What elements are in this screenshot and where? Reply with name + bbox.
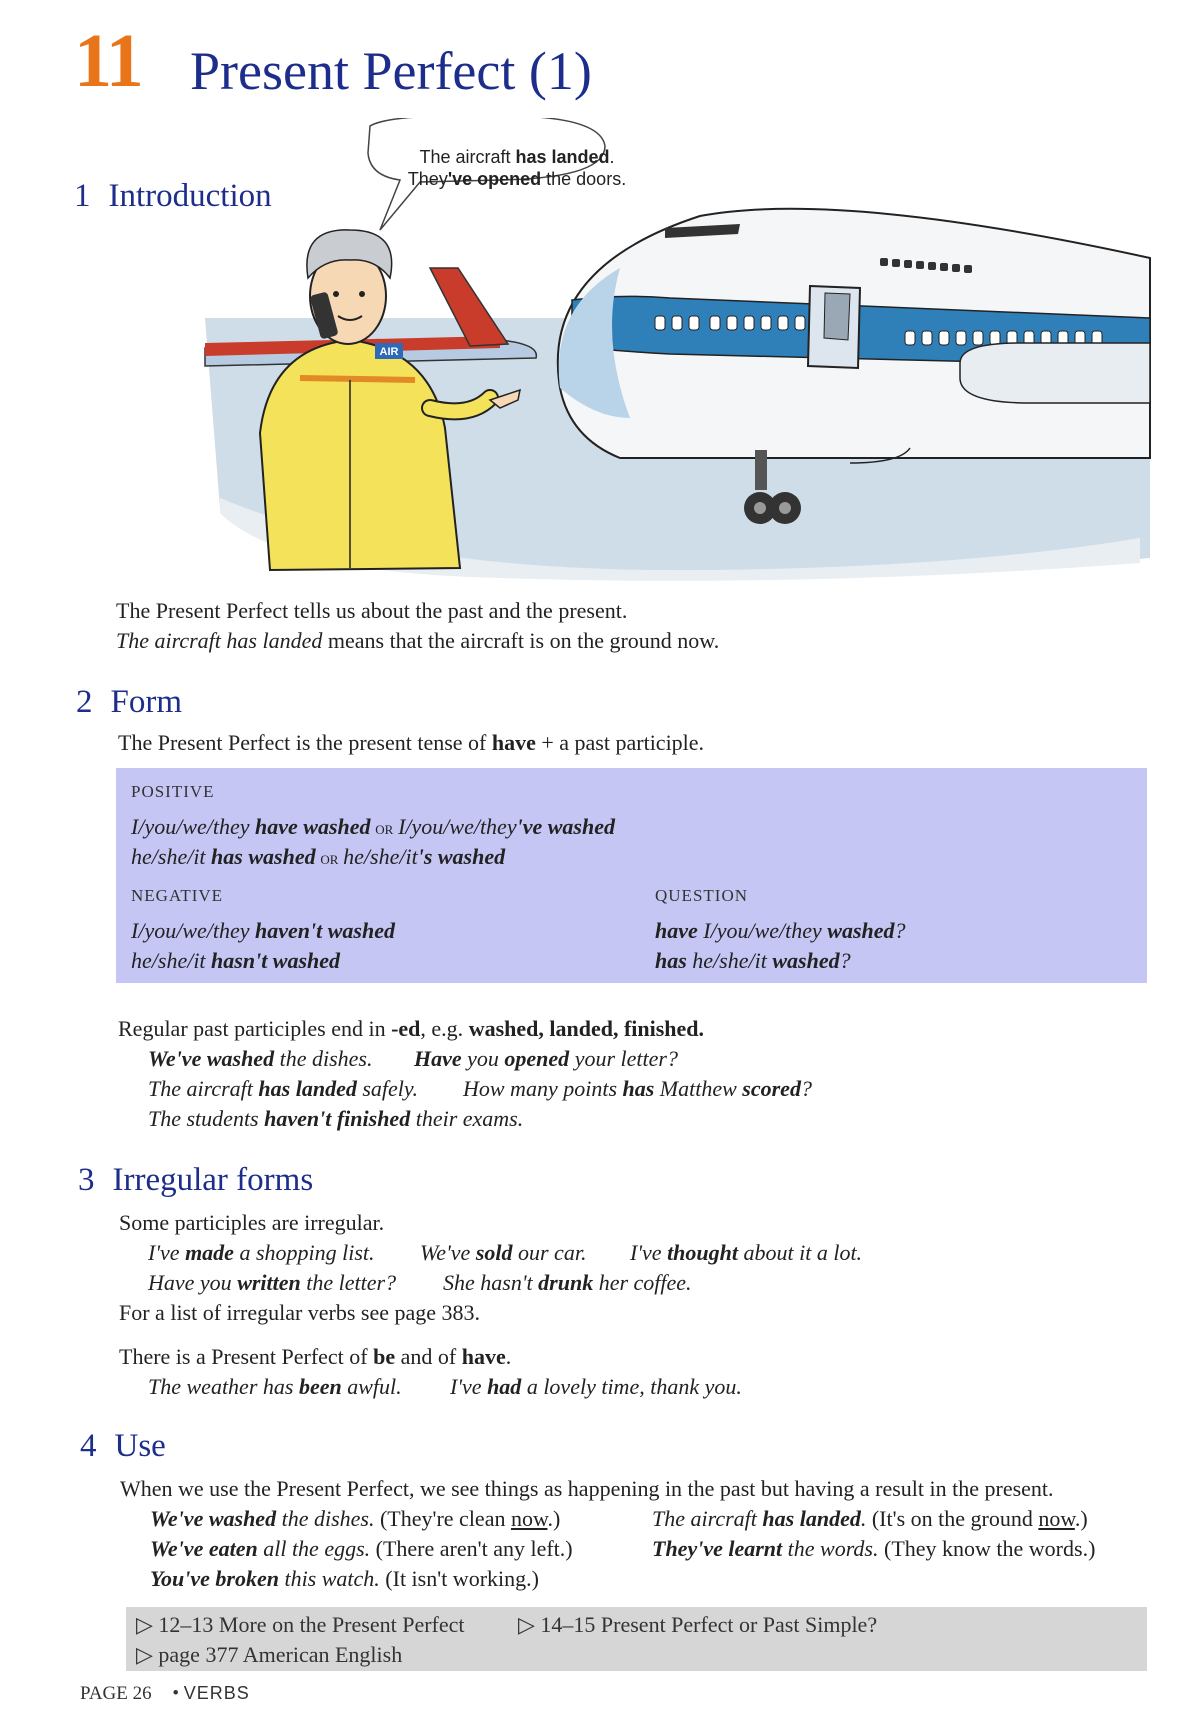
positive-line-1: I/you/we/they have washed or I/you/we/they've washed [131,814,615,839]
speech-line-2: They've opened the doors. [407,169,627,189]
triangle-right-icon: ▷ [136,1612,153,1637]
speech-line-1: The aircraft has landed. [419,147,615,167]
section-number: 4 [80,1428,97,1464]
regular-example-1b: Have you opened your letter? [414,1046,678,1071]
use-example-3: We've eaten all the eggs. (There aren't any left.) [150,1536,573,1561]
section-title: Form [110,684,183,720]
form-intro: The Present Perfect is the present tense of have + a past participle. [118,730,705,755]
irregular-example-5: She hasn't drunk her coffee. [443,1270,692,1295]
have-example: I've had a lovely time, thank you. [450,1374,742,1399]
landing-gear-strut [755,450,767,490]
question-label: QUESTION [655,886,748,905]
irregular-intro: Some participles are irregular. [119,1210,385,1235]
be-example: The weather has been awful. [148,1374,402,1399]
irregular-example-1: I've made a shopping list. [148,1240,375,1265]
use-intro: When we use the Present Perfect, we see things as happening in the past but having a result in the present. [120,1476,1054,1501]
section-title: Use [114,1428,166,1464]
irregular-example-3: I've thought about it a lot. [630,1240,863,1265]
section-heading-irregular [78,1162,313,1199]
triangle-right-icon: ▷ [518,1612,535,1637]
irregular-list-reference: For a list of irregular verbs see page 383. [119,1300,481,1325]
section-number: 2 [76,684,93,720]
section-heading-use [80,1428,166,1465]
question-line-2: has he/she/it washed? [655,948,851,973]
cross-ref-link-1[interactable]: ▷ 12–13 More on the Present Perfect [136,1612,465,1637]
be-have-intro: There is a Present Perfect of be and of have. [119,1344,512,1369]
regular-example-2b: How many points has Matthew scored? [463,1076,812,1101]
triangle-right-icon: ▷ [136,1642,153,1667]
negative-line-1: I/you/we/they haven't washed [131,918,395,943]
section-title: Introduction [108,178,272,214]
regular-example-3: The students haven't finished their exams. [148,1106,524,1131]
chapter-title: Present Perfect (1) [190,41,592,101]
section-title: Irregular forms [112,1162,314,1198]
intro-line-1: The Present Perfect tells us about the past and the present. [116,598,628,623]
use-example-2: The aircraft has landed. (It's on the ground now.) [652,1506,1088,1531]
man-badge-text: AIR [379,346,399,358]
negative-label: NEGATIVE [131,886,224,905]
chapter-number: 11 [74,19,142,103]
use-example-1: We've washed the dishes. (They're clean now.) [150,1506,561,1531]
bullet-icon: • [172,1683,180,1704]
negative-line-2: he/she/it hasn't washed [131,948,341,973]
use-example-5: You've broken this watch. (It isn't working.) [150,1566,539,1591]
airport-illustration [200,118,1160,583]
section-number: 3 [78,1162,95,1198]
intro-line-2: The aircraft has landed means that the aircraft is on the ground now. [116,628,720,653]
section-number: 1 [74,178,91,214]
speech-bubble [372,146,662,190]
page-footer [80,1683,250,1705]
page-number: PAGE 26 [80,1683,152,1704]
section-heading-form [76,684,182,721]
regular-example-2a: The aircraft has landed safely. [148,1076,418,1101]
use-example-4: They've learnt the words. (They know the words.) [652,1536,1096,1561]
question-line-1: have I/you/we/they washed? [655,918,906,943]
positive-label: POSITIVE [131,782,215,801]
positive-line-2: he/she/it has washed or he/she/it's washed [131,844,506,869]
cross-ref-link-3[interactable]: ▷ page 377 American English [136,1642,403,1667]
footer-section: VERBS [183,1683,250,1703]
engine [960,343,1150,403]
regular-intro: Regular past participles end in -ed, e.g. washed, landed, finished. [118,1016,705,1041]
irregular-example-4: Have you written the letter? [148,1270,397,1295]
illustration-airport-scene [200,118,1160,583]
door-window [824,293,850,340]
cross-ref-link-2[interactable]: ▷ 14–15 Present Perfect or Past Simple? [518,1612,878,1637]
irregular-example-2: We've sold our car. [420,1240,587,1265]
regular-example-1a: We've washed the dishes. [148,1046,373,1071]
